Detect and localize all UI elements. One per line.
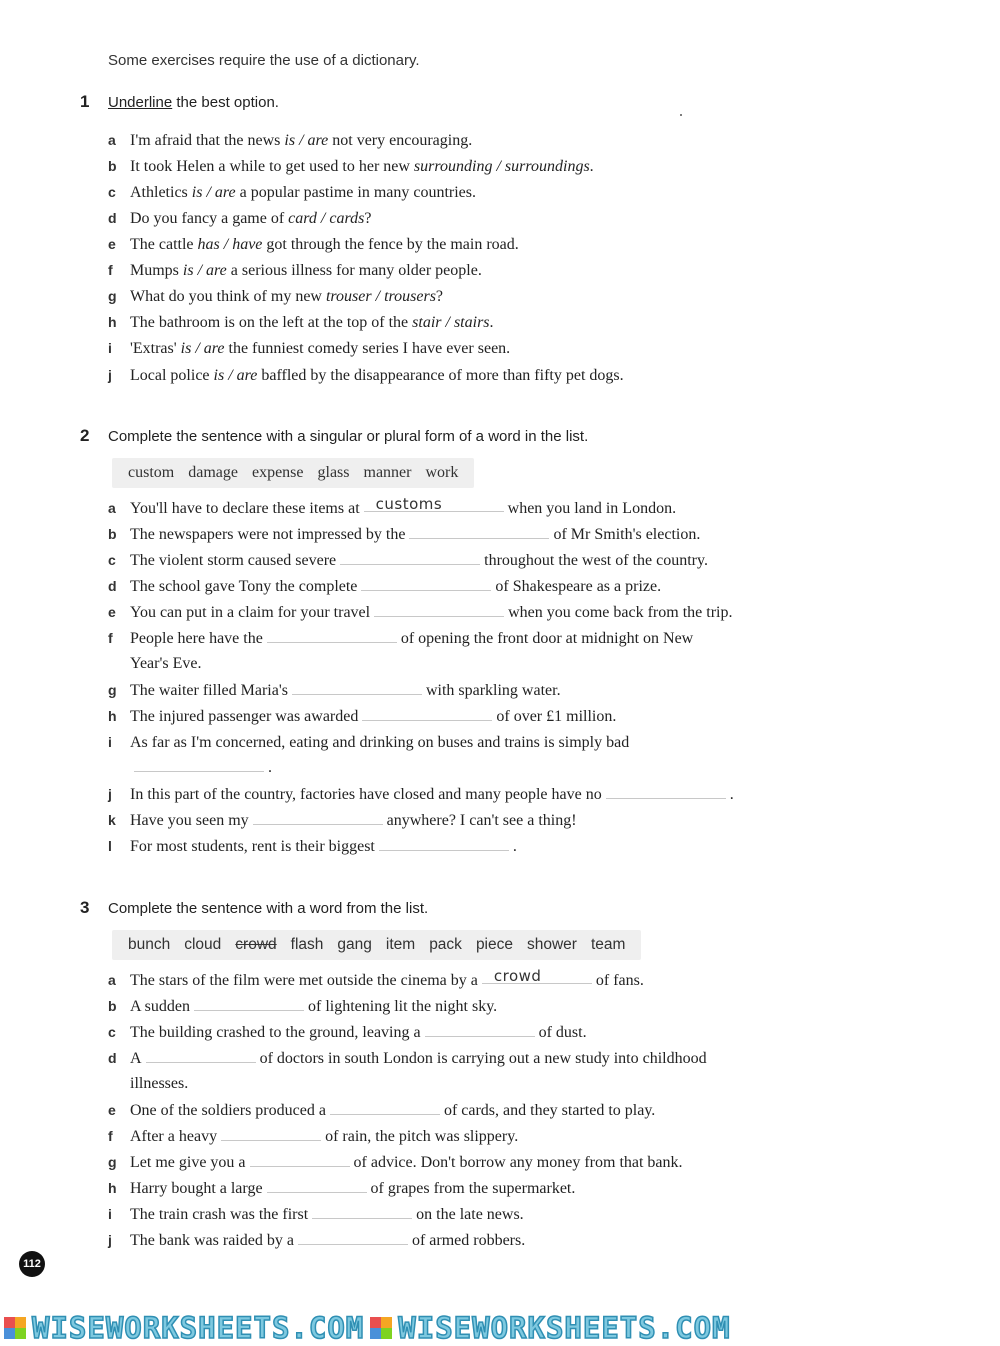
- logo-tile: [370, 1317, 381, 1328]
- exercise-2-word-list: [112, 458, 474, 488]
- exercise2-item-e: [108, 601, 732, 624]
- item-letter: e: [108, 236, 116, 252]
- exercise2-item-a: [108, 497, 676, 520]
- option-2[interactable]: stairs: [453, 314, 490, 331]
- item-text-after: anywhere? I can't see a thing!: [386, 812, 577, 829]
- word-list-item: cloud: [184, 936, 222, 953]
- answer-blank[interactable]: [267, 1178, 367, 1193]
- exercise2-item-h: [108, 705, 616, 728]
- item-text-after: ?: [364, 210, 372, 227]
- option-1[interactable]: is: [180, 340, 192, 357]
- option-separator: /: [193, 262, 207, 279]
- item-continuation: illnesses.: [130, 1075, 189, 1092]
- answer-blank[interactable]: [250, 1152, 350, 1167]
- item-letter: i: [108, 734, 112, 750]
- logo-tile: [15, 1328, 26, 1339]
- exercise-1-heading: [80, 92, 279, 112]
- item-text-after: when you land in London.: [507, 500, 677, 517]
- item-text-after: of lightening lit the night sky.: [308, 998, 498, 1015]
- answer-blank[interactable]: [340, 550, 480, 565]
- exercise-1-underline-word: Underline: [108, 94, 173, 111]
- option-separator: /: [316, 210, 330, 227]
- item-text-after: ?: [435, 288, 444, 305]
- exercise-1-item-h: [108, 311, 494, 334]
- handwritten-answer: customs: [375, 495, 443, 513]
- item-text-after: of Mr Smith's election.: [553, 526, 701, 543]
- answer-blank[interactable]: [361, 576, 491, 591]
- item-text-before: Harry bought a large: [130, 1180, 263, 1197]
- item-text-after: .: [512, 838, 517, 855]
- item-letter: l: [108, 838, 112, 854]
- exercise2-item-d: [108, 575, 661, 598]
- item-text-before: Do you fancy a game of: [130, 210, 289, 227]
- exercise-1-item-g: [108, 285, 443, 308]
- exercise-1-item-i: [108, 337, 510, 360]
- answer-blank[interactable]: [253, 810, 383, 825]
- brand-text-repeat: WISEWORKSHEETS.COM: [398, 1311, 731, 1345]
- exercise-3-word-list: [112, 930, 641, 960]
- exercise-1-item-d: [108, 207, 371, 230]
- word-list-item: work: [425, 464, 459, 481]
- item-text-before: You'll have to declare these items at: [130, 500, 360, 517]
- answer-blank[interactable]: [312, 1204, 412, 1219]
- option-separator: /: [191, 340, 204, 357]
- option-1[interactable]: stair: [412, 314, 442, 331]
- item-text-after: of dust.: [538, 1024, 587, 1041]
- item-text-after: .: [268, 759, 272, 776]
- answer-blank[interactable]: [425, 1022, 535, 1037]
- item-letter: f: [108, 1128, 113, 1144]
- exercise-2-number: 2: [80, 426, 90, 445]
- item-text-after: .: [589, 158, 594, 175]
- item-text-before: What do you think of my new: [130, 288, 326, 305]
- item-text-after: of over £1 million.: [496, 708, 617, 725]
- item-text-before: You can put in a claim for your travel: [130, 604, 371, 621]
- answer-blank[interactable]: [221, 1126, 321, 1141]
- word-list-item: expense: [251, 464, 304, 481]
- item-letter: a: [108, 500, 116, 516]
- item-letter: j: [108, 367, 112, 383]
- word-list-item: crowd: [235, 936, 277, 953]
- option-2[interactable]: have: [232, 236, 263, 253]
- item-text-after: of grapes from the supermarket.: [370, 1180, 576, 1197]
- option-2[interactable]: cards: [329, 210, 365, 227]
- item-text-after: throughout the west of the country.: [484, 552, 708, 569]
- brand-text: WISEWORKSHEETS.COM: [32, 1311, 365, 1345]
- word-list-item: shower: [527, 936, 577, 953]
- exercise2-item-i: [108, 731, 629, 754]
- option-2[interactable]: trousers: [384, 288, 436, 305]
- footer-watermark: [0, 1310, 1000, 1346]
- exercise-3-number: 3: [80, 898, 90, 917]
- exercise-1-item-b: [108, 155, 594, 178]
- item-letter: a: [108, 132, 116, 148]
- item-text-after: of cards, and they started to play.: [443, 1102, 656, 1119]
- brand-logo-icon: [4, 1317, 26, 1339]
- option-2[interactable]: surroundings: [504, 158, 590, 175]
- exercise3-item-g: [108, 1151, 683, 1174]
- item-text-after: of fans.: [595, 972, 644, 989]
- item-text-before: The bathroom is on the left at the top of the: [130, 314, 413, 331]
- exercise3-item-b: [108, 995, 497, 1018]
- answer-blank[interactable]: [379, 836, 509, 851]
- item-text-before: The building crashed to the ground, leaving a: [130, 1024, 421, 1041]
- item-text-after: of armed robbers.: [411, 1232, 526, 1249]
- item-text-before: One of the soldiers produced a: [130, 1102, 326, 1119]
- item-text-after: .: [489, 314, 494, 331]
- exercise-3-instruction: Complete the sentence with a word from the list.: [108, 900, 429, 917]
- option-separator: /: [202, 184, 215, 201]
- option-1[interactable]: is: [182, 262, 194, 279]
- option-2[interactable]: are: [203, 340, 225, 357]
- item-text-before: Athletics: [130, 184, 192, 201]
- option-separator: /: [371, 288, 385, 305]
- word-list-item: custom: [128, 464, 175, 481]
- answer-blank[interactable]: [374, 602, 504, 617]
- item-letter: h: [108, 1180, 117, 1196]
- answer-blank[interactable]: [409, 524, 549, 539]
- option-2[interactable]: are: [236, 367, 258, 384]
- item-text-before: The waiter filled Maria's: [130, 682, 288, 699]
- word-list-item: pack: [429, 936, 462, 953]
- exercise2-item-j: [108, 783, 734, 806]
- answer-blank[interactable]: [298, 1230, 408, 1245]
- item-text-after: the funniest comedy series I have ever seen.: [224, 340, 511, 357]
- item-text-before: A sudden: [130, 998, 190, 1015]
- option-separator: /: [219, 236, 233, 253]
- exercise2-item-c: [108, 549, 708, 572]
- exercise3-item-e: [108, 1099, 655, 1122]
- item-text-after: a serious illness for many older people.: [226, 262, 482, 279]
- logo-tile: [15, 1317, 26, 1328]
- item-letter: k: [108, 812, 116, 828]
- item-text-before: The injured passenger was awarded: [130, 708, 359, 725]
- item-text-before: It took Helen a while to get used to her new: [130, 158, 414, 175]
- exercise2-item-l: [108, 835, 517, 858]
- item-letter: i: [108, 340, 112, 356]
- page-number: 112: [19, 1251, 45, 1277]
- item-text-after: of advice. Don't borrow any money from that bank.: [353, 1154, 683, 1171]
- answer-blank[interactable]: [267, 628, 397, 643]
- item-letter: e: [108, 1102, 116, 1118]
- exercise2-item-b: [108, 523, 700, 546]
- word-list-item: item: [385, 936, 416, 953]
- exercise3-item-f: [108, 1125, 518, 1148]
- item-letter: g: [108, 1154, 117, 1170]
- item-text-before: The train crash was the first: [130, 1206, 309, 1223]
- item-text-before: People here have the: [130, 630, 263, 647]
- exercise-1-number: 1: [80, 92, 90, 111]
- item-letter: d: [108, 1050, 117, 1066]
- word-list-item: manner: [363, 464, 412, 481]
- exercise-2-heading: [80, 426, 588, 446]
- option-2[interactable]: are: [206, 262, 227, 279]
- exercise-1-item-e: [108, 233, 519, 256]
- item-letter: j: [108, 786, 112, 802]
- item-text-after: got through the fence by the main road.: [262, 236, 519, 253]
- handwritten-answer: crowd: [493, 967, 542, 985]
- logo-tile: [381, 1328, 392, 1339]
- item-text-before: A: [130, 1050, 142, 1067]
- option-2[interactable]: are: [214, 184, 236, 201]
- item-text-after: a popular pastime in many countries.: [235, 184, 477, 201]
- brand-logo-icon: [370, 1317, 392, 1339]
- item-text-before: Mumps: [130, 262, 183, 279]
- item-letter: b: [108, 998, 117, 1014]
- stray-dot: [680, 114, 682, 116]
- word-list-item: damage: [188, 464, 238, 481]
- answer-blank[interactable]: [194, 996, 304, 1011]
- exercise-1-item-j: [108, 364, 624, 387]
- answer-blank[interactable]: [134, 757, 264, 772]
- option-2[interactable]: are: [307, 132, 329, 149]
- item-letter: b: [108, 158, 117, 174]
- exercise2-item-k: [108, 809, 577, 832]
- item-letter: f: [108, 630, 113, 646]
- option-1[interactable]: trouser: [325, 288, 372, 305]
- item-text-after: when you come back from the trip.: [508, 604, 733, 621]
- item-letter: b: [108, 526, 117, 542]
- item-text-before: After a heavy: [130, 1128, 218, 1145]
- option-1[interactable]: surrounding: [413, 158, 493, 175]
- answer-blank[interactable]: [364, 497, 504, 512]
- option-separator: /: [295, 132, 308, 149]
- item-text-before: Local police: [130, 367, 214, 384]
- exercise-1-item-c: [108, 181, 476, 204]
- logo-tile: [4, 1328, 15, 1339]
- exercise3-item-j: [108, 1229, 525, 1252]
- item-text-before: Have you seen my: [130, 812, 249, 829]
- item-text-before: As far as I'm concerned, eating and drinking on buses and trains is simply bad: [130, 734, 630, 751]
- exercise3-item-d: [108, 1047, 707, 1070]
- item-text-before: Let me give you a: [130, 1154, 246, 1171]
- item-letter: g: [108, 682, 117, 698]
- item-text-before: The school gave Tony the complete: [130, 578, 358, 595]
- item-text-before: The newspapers were not impressed by the: [130, 526, 406, 543]
- item-text-after: .: [729, 786, 734, 803]
- item-letter: f: [108, 262, 113, 278]
- item-letter: e: [108, 604, 116, 620]
- item-text-before: The cattle: [130, 236, 198, 253]
- exercise2-item-f: [108, 627, 693, 650]
- item-letter: c: [108, 184, 116, 200]
- item-letter: g: [108, 288, 117, 304]
- item-continuation: Year's Eve.: [130, 655, 202, 672]
- item-letter: h: [108, 314, 117, 330]
- exercise2-item-g: [108, 679, 561, 702]
- item-letter: d: [108, 578, 117, 594]
- word-list-item: glass: [317, 464, 350, 481]
- item-text-after: not very encouraging.: [328, 132, 473, 149]
- word-list-item: gang: [337, 936, 372, 953]
- item-text-after: baffled by the disappearance of more than fifty pet dogs.: [257, 367, 624, 384]
- exercise-1-item-f: [108, 259, 482, 282]
- item-text-before: The violent storm caused severe: [130, 552, 337, 569]
- item-letter: h: [108, 708, 117, 724]
- exercise-3-heading: [80, 898, 428, 918]
- word-list-item: bunch: [128, 936, 171, 953]
- item-text-before: 'Extras': [130, 340, 181, 357]
- word-list-item: flash: [290, 936, 324, 953]
- item-text-before: The stars of the film were met outside the cinema by a: [130, 972, 478, 989]
- answer-blank[interactable]: [482, 969, 592, 984]
- answer-blank[interactable]: [362, 706, 492, 721]
- item-letter: a: [108, 972, 116, 988]
- exercise3-item-i: [108, 1203, 524, 1226]
- option-separator: /: [492, 158, 505, 175]
- intro-text: Some exercises require the use of a dictionary.: [108, 52, 420, 69]
- item-text-before: I'm afraid that the news: [130, 132, 285, 149]
- item-text-after: of opening the front door at midnight on New: [400, 630, 694, 647]
- item-letter: j: [108, 1232, 112, 1248]
- logo-tile: [370, 1328, 381, 1339]
- item-text-after: of rain, the pitch was slippery.: [325, 1128, 519, 1145]
- option-1[interactable]: is: [213, 367, 225, 384]
- word-list-item: piece: [475, 936, 513, 953]
- item-letter: c: [108, 1024, 116, 1040]
- option-separator: /: [224, 367, 237, 384]
- item-text-before: The bank was raided by a: [130, 1232, 294, 1249]
- exercise3-item-c: [108, 1021, 587, 1044]
- option-1[interactable]: card: [288, 210, 317, 227]
- item-text-after: of Shakespeare as a prize.: [495, 578, 662, 595]
- item-text-before: In this part of the country, factories have closed and many people have no: [130, 786, 602, 803]
- answer-blank[interactable]: [330, 1100, 440, 1115]
- option-1[interactable]: is: [191, 184, 203, 201]
- answer-blank[interactable]: [292, 680, 422, 695]
- word-list-item: team: [590, 936, 626, 953]
- logo-tile: [381, 1317, 392, 1328]
- option-1[interactable]: has: [197, 236, 220, 253]
- item-text-after: on the late news.: [416, 1206, 524, 1223]
- exercise-1-item-a: [108, 129, 472, 152]
- exercise3-item-h: [108, 1177, 575, 1200]
- exercise2-item-i-line2: [130, 757, 272, 779]
- item-text-before: For most students, rent is their biggest: [130, 838, 375, 855]
- answer-blank[interactable]: [146, 1048, 256, 1063]
- item-letter: c: [108, 552, 116, 568]
- option-1[interactable]: is: [284, 132, 296, 149]
- item-letter: d: [108, 210, 117, 226]
- item-text-after: with sparkling water.: [425, 682, 561, 699]
- item-text-after: of doctors in south London is carrying out a new study into childhood: [259, 1050, 707, 1067]
- exercise-2-instruction: Complete the sentence with a singular or plural form of a word in the list.: [108, 428, 589, 445]
- answer-blank[interactable]: [606, 784, 726, 799]
- exercise-1-instruction: the best option.: [172, 94, 279, 111]
- item-letter: i: [108, 1206, 112, 1222]
- logo-tile: [4, 1317, 15, 1328]
- exercise3-item-a: [108, 969, 644, 992]
- option-separator: /: [441, 314, 454, 331]
